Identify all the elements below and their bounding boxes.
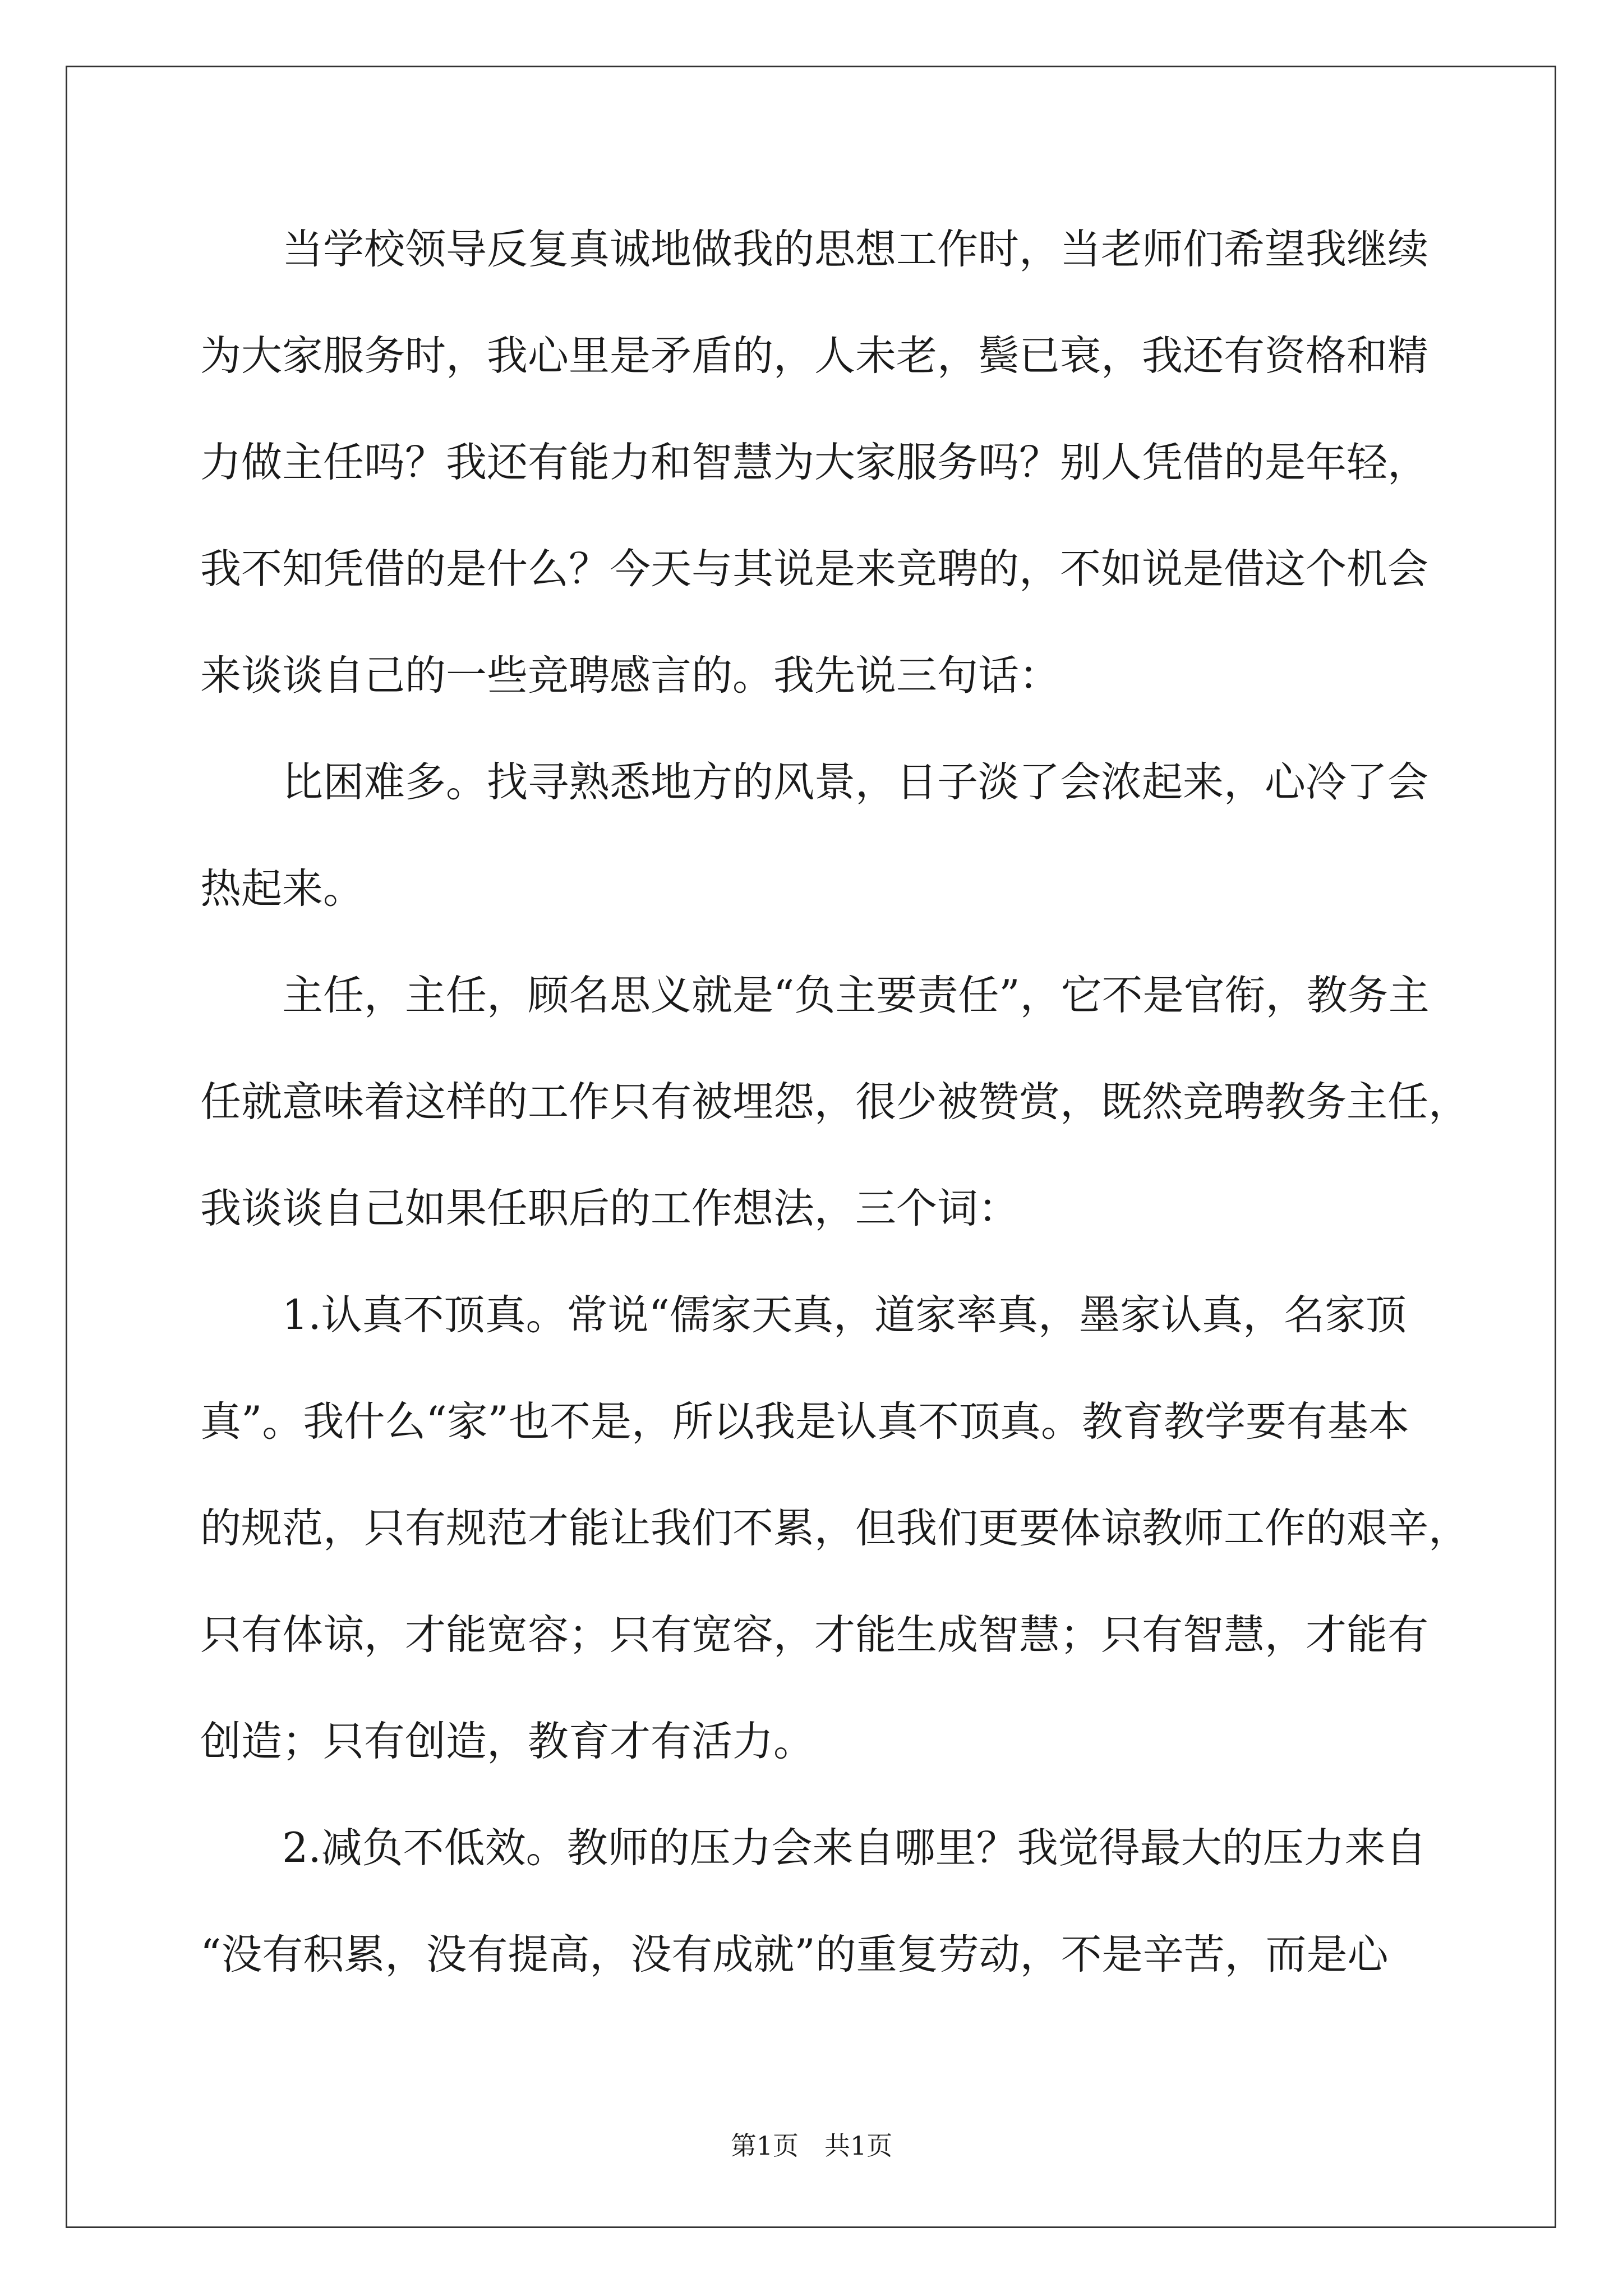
text-line: 创造；只有创造，教育才有活力。 <box>200 1718 814 1765</box>
text-line: 任就意味着这样的工作只有被埋怨，很少被赞赏，既然竞聘教务主任， <box>200 1078 1469 1126</box>
page-border <box>66 66 1556 2228</box>
page-number-footer: 第1页 共1页 <box>730 2131 893 2161</box>
text-line: 主任，主任，顾名思义就是“负主要责任”，它不是官衔，教务主 <box>200 972 1430 1019</box>
text-line: 只有体谅，才能宽容；只有宽容，才能生成智慧；只有智慧，才能有 <box>200 1611 1428 1659</box>
text-line: “没有积累，没有提高，没有成就”的重复劳动，不是辛苦，而是心 <box>200 1931 1389 1978</box>
text-line: 比困难多。找寻熟悉地方的风景，日子淡了会浓起来，心冷了会 <box>200 758 1428 806</box>
text-line: 我不知凭借的是什么？今天与其说是来竞聘的，不如说是借这个机会 <box>200 545 1428 593</box>
text-line: 当学校领导反复真诚地做我的思想工作时，当老师们希望我继续 <box>200 226 1428 273</box>
text-line: 1.认真不顶真。常说“儒家天真，道家率真，墨家认真，名家顶 <box>200 1291 1407 1339</box>
text-line: 来谈谈自己的一些竞聘感言的。我先说三句话： <box>200 652 1060 700</box>
text-line: 2.减负不低效。教师的压力会来自哪里？我觉得最大的压力来自 <box>200 1824 1427 1872</box>
text-line: 我谈谈自己如果任职后的工作想法，三个词： <box>200 1185 1019 1232</box>
text-line: 力做主任吗？我还有能力和智慧为大家服务吗？别人凭借的是年轻， <box>200 439 1428 486</box>
text-line: 的规范，只有规范才能让我们不累，但我们更要体谅教师工作的艰辛， <box>200 1504 1469 1552</box>
text-line: 热起来。 <box>200 865 364 913</box>
text-line: 为大家服务时，我心里是矛盾的，人未老，鬓已衰，我还有资格和精 <box>200 332 1428 380</box>
text-line: 真”。我什么“家”也不是，所以我是认真不顶真。教育教学要有基本 <box>200 1398 1409 1446</box>
